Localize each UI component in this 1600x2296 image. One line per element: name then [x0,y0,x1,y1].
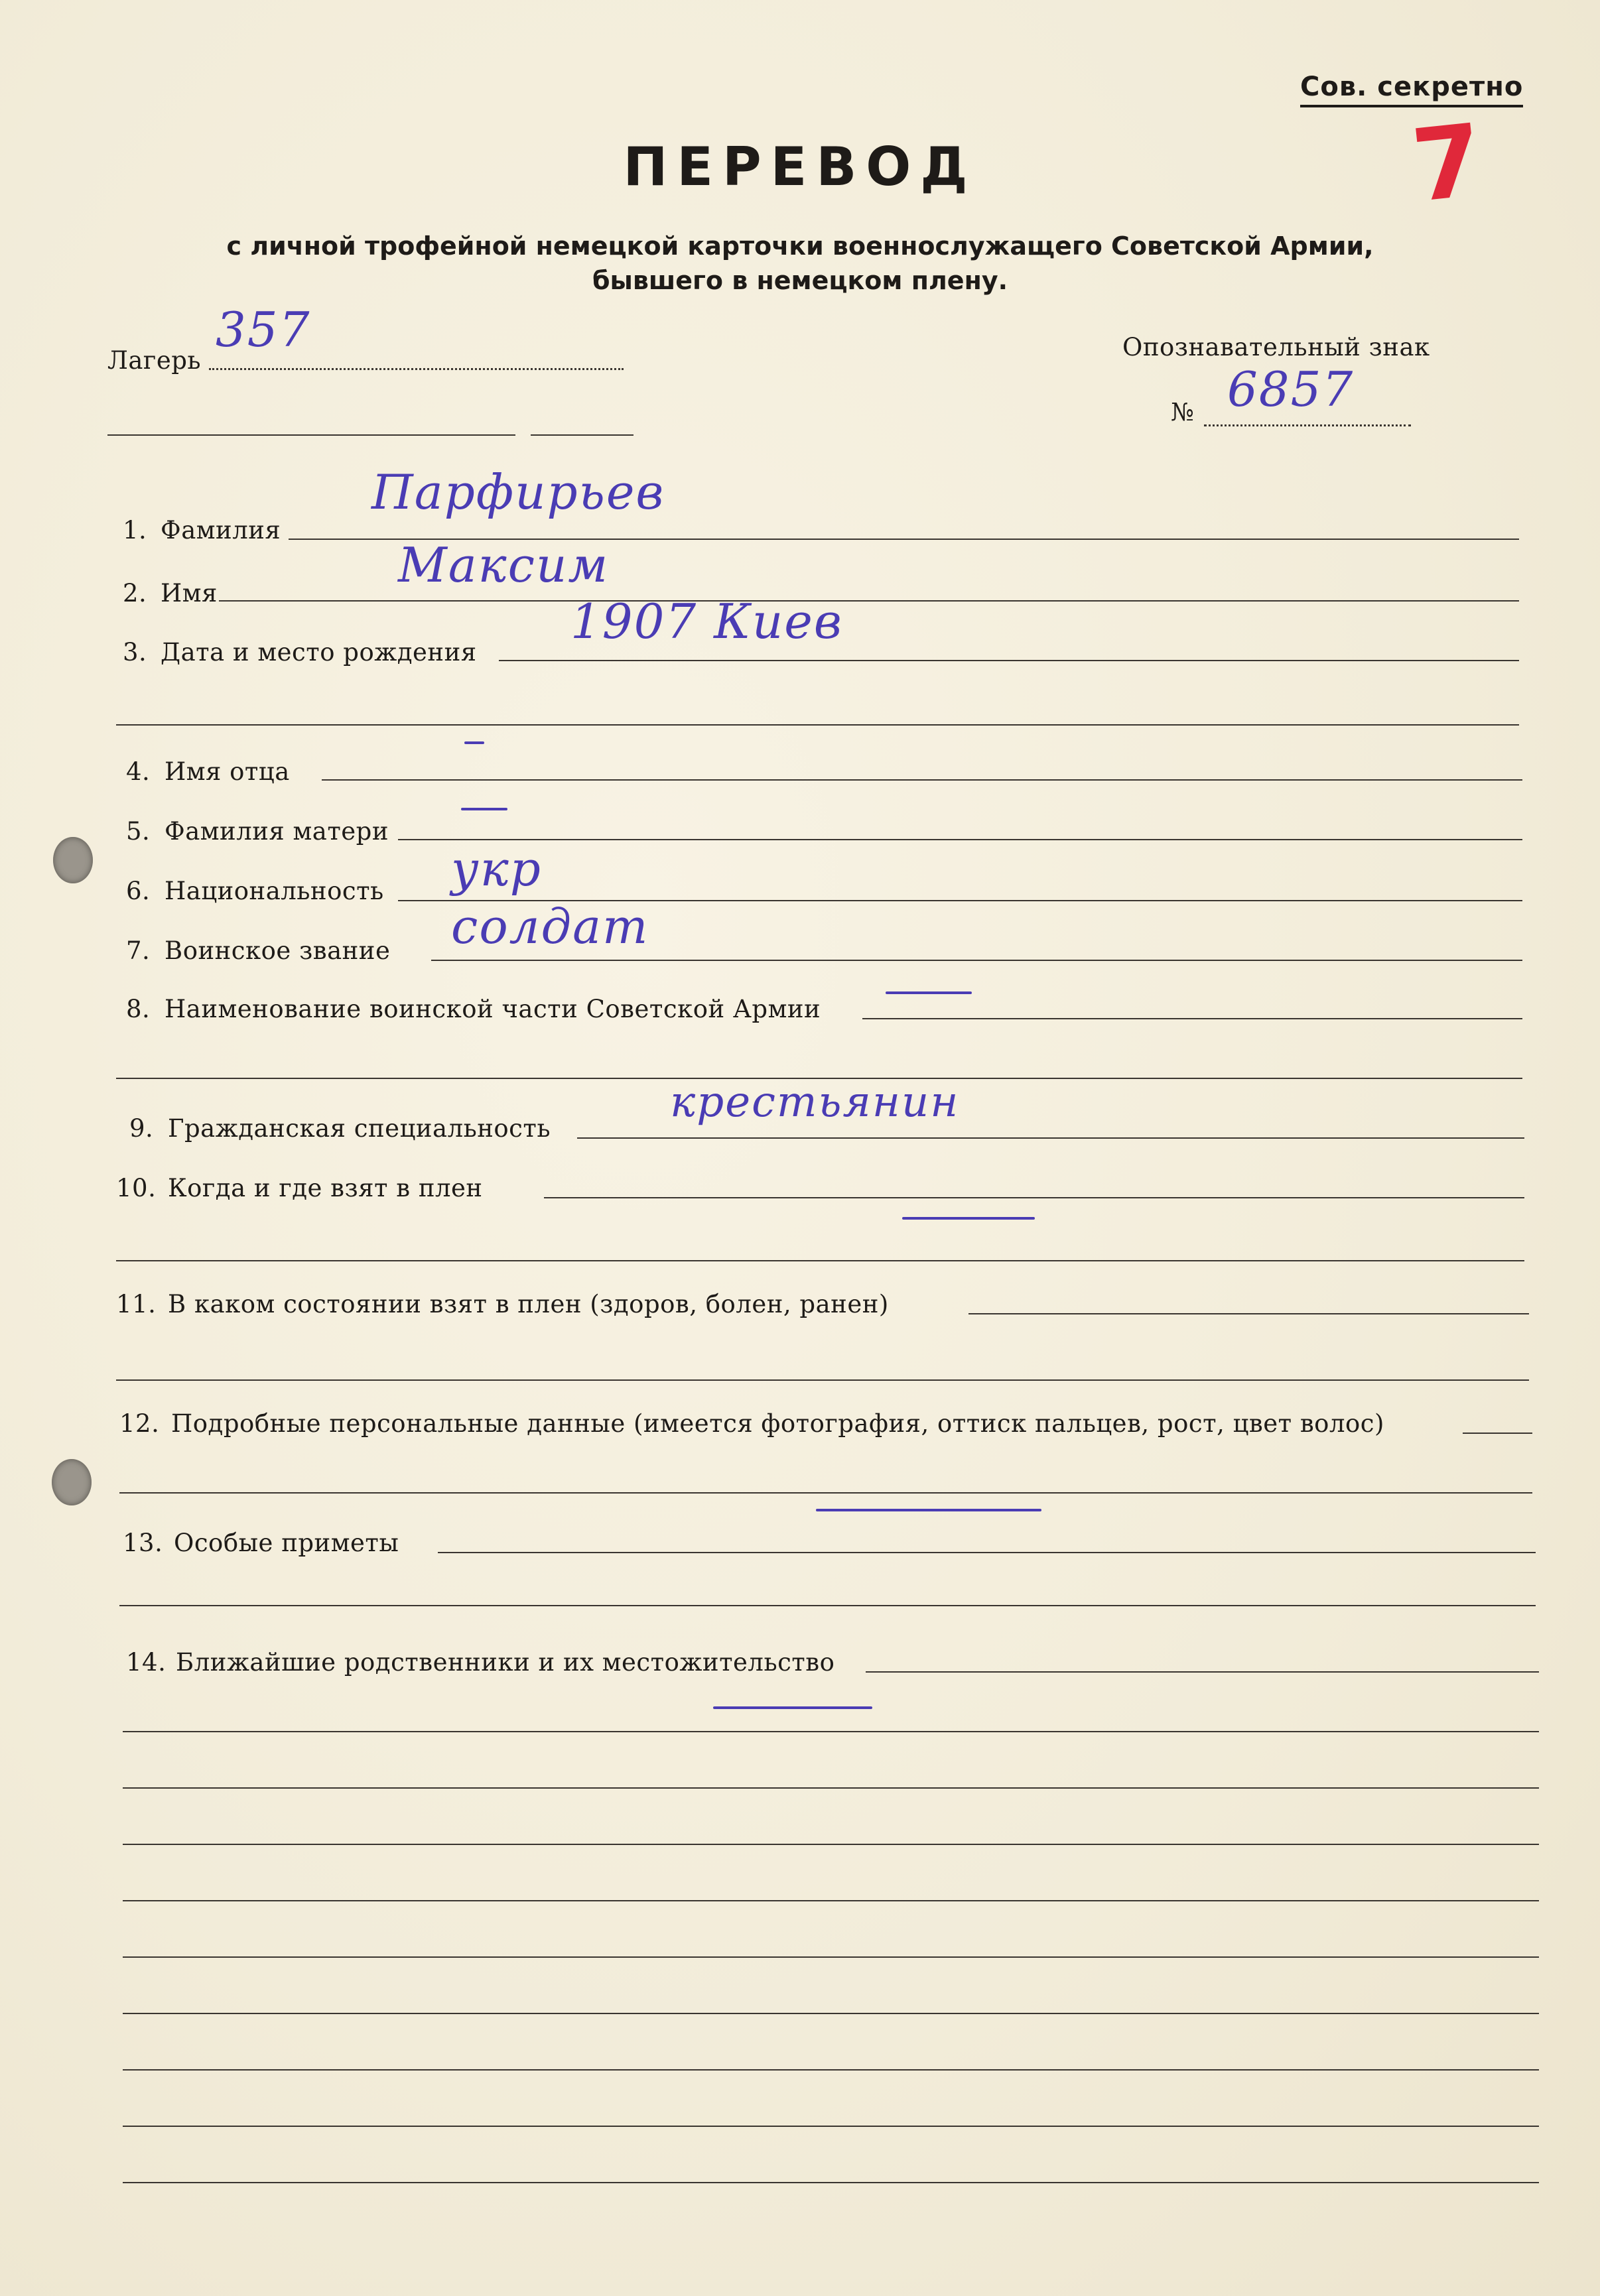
field-5-line [398,839,1522,840]
field-10-dash [902,1217,1035,1220]
camp-value: 357 [216,302,311,357]
field-4-number: 4. [126,757,151,786]
field-5-dash [461,808,507,810]
camp-extra-line-2 [531,434,633,436]
field-4-dash [464,741,484,744]
field-13-extra-line [119,1605,1536,1606]
field-4-line [322,779,1522,781]
field-1-number: 1. [123,516,147,544]
field-12-extra-line [119,1492,1532,1494]
camp-line [209,368,624,370]
field-12-line [1463,1433,1532,1434]
field-7-value: солдат [451,899,649,954]
field-6-number: 6. [126,877,151,905]
continuation-line [123,1844,1539,1845]
field-11-label: В каком состоянии взят в плен (здоров, болен, ранен) [168,1290,889,1318]
field-10-label: Когда и где взят в плен [168,1174,483,1202]
id-mark-label: Опознавательный знак [1122,333,1430,361]
field-12-dash [816,1509,1041,1511]
subtitle-line-1: с личной трофейной немецкой карточки военнослужащего Советской Армии, [226,231,1374,261]
secret-stamp: Сов. секретно [1300,72,1523,107]
field-8-label: Наименование воинской части Советской Армии [165,995,821,1023]
field-14-number: 14. [126,1648,167,1677]
field-8-dash [886,991,972,994]
id-mark-number-label: № [1171,398,1195,426]
field-9-line [577,1137,1524,1139]
field-8-line [862,1018,1522,1019]
id-mark-line [1204,424,1411,426]
field-14-label: Ближайшие родственники и их местожительство [176,1648,835,1677]
field-3-label: Дата и место рождения [161,638,477,667]
field-13-number: 13. [123,1529,163,1557]
field-7-line [431,960,1522,961]
camp-extra-line-1 [107,434,515,436]
field-8-number: 8. [126,995,151,1023]
field-11-extra-line [116,1379,1529,1381]
field-6-label: Национальность [165,877,384,905]
continuation-line [123,1731,1539,1732]
field-12-number: 12. [119,1409,160,1438]
field-1-value: Парфирьев [371,464,665,520]
field-2-line [219,600,1519,602]
field-7-number: 7. [126,936,151,965]
continuation-line [123,1900,1539,1901]
field-9-value: крестьянин [670,1078,960,1127]
punch-hole-top [53,837,93,883]
field-7-label: Воинское звание [165,936,391,965]
field-3-extra-line [116,724,1519,726]
field-1-label: Фамилия [161,516,281,544]
continuation-line [123,2013,1539,2014]
continuation-line [123,2069,1539,2071]
field-9-number: 9. [129,1114,154,1143]
field-11-line [968,1313,1529,1314]
field-14-dash [713,1706,872,1709]
continuation-line [123,2182,1539,2183]
field-5-label: Фамилия матери [165,817,389,846]
field-3-value: 1907 Киев [570,594,843,649]
field-10-number: 10. [116,1174,157,1202]
field-2-number: 2. [123,579,147,607]
subtitle-line-2: бывшего в немецком плену. [592,266,1008,295]
field-2-label: Имя [161,579,218,607]
field-3-line [499,660,1519,661]
field-10-line [544,1197,1524,1198]
camp-label: Лагерь [107,346,202,375]
field-11-number: 11. [116,1290,157,1318]
field-12-label: Подробные персональные данные (имеется фотография, оттиск пальцев, рост, цвет волос) [171,1409,1384,1438]
id-mark-value: 6857 [1227,361,1355,417]
page-title: ПЕРЕВОД [623,136,977,198]
page-subtitle [0,229,1600,298]
field-13-line [438,1552,1536,1553]
continuation-line [123,1787,1539,1789]
red-mark: 7 [1407,103,1489,225]
field-2-value: Максим [398,537,610,593]
punch-hole-bottom [52,1459,92,1505]
field-10-extra-line [116,1260,1524,1261]
field-13-label: Особые приметы [174,1529,399,1557]
field-4-label: Имя отца [165,757,290,786]
field-3-number: 3. [123,638,147,667]
field-6-value: укр [451,841,542,897]
continuation-line [123,2126,1539,2127]
field-9-label: Гражданская специальность [168,1114,551,1143]
field-14-line [866,1671,1539,1673]
field-5-number: 5. [126,817,151,846]
continuation-line [123,1956,1539,1958]
